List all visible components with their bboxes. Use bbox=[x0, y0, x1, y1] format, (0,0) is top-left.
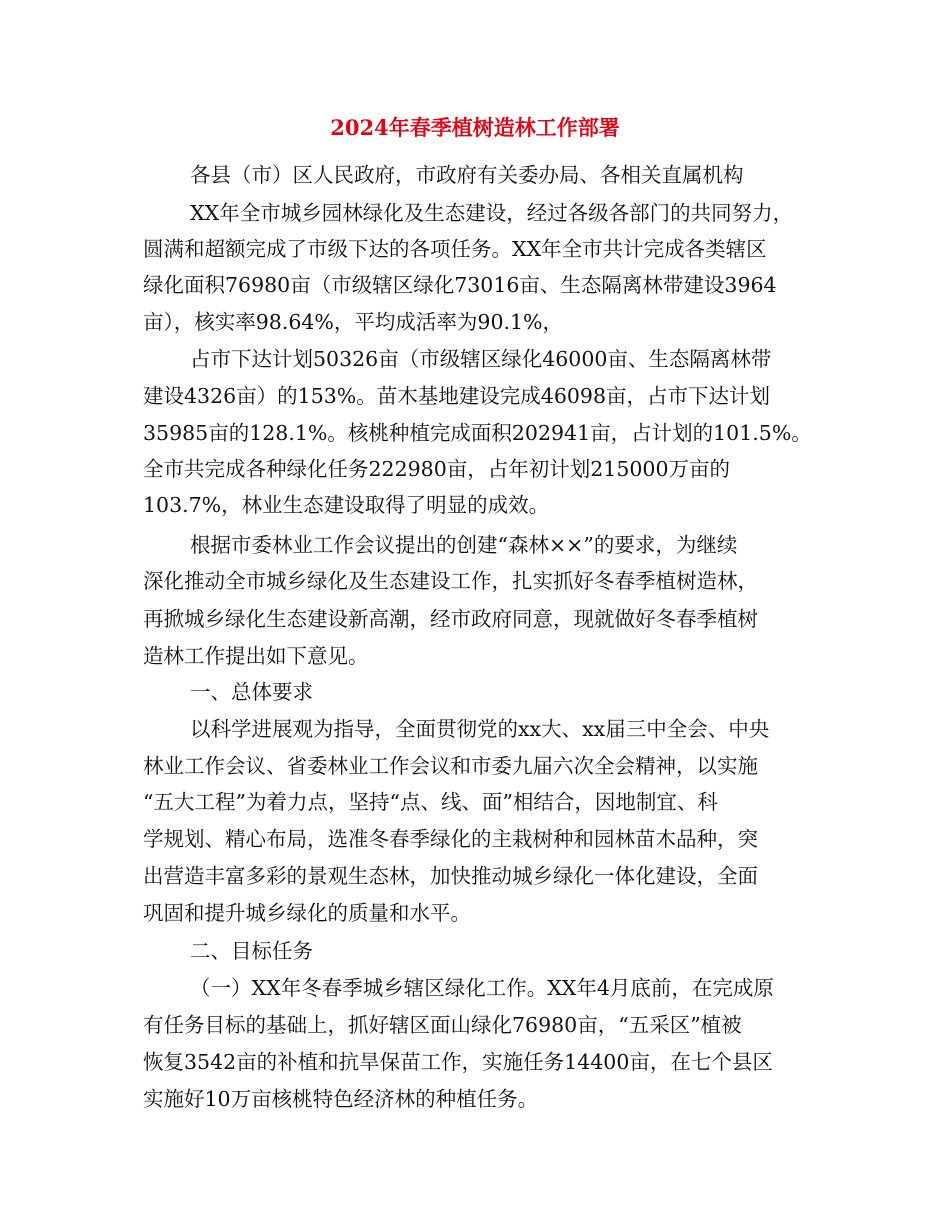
text-line: 出营造丰富多彩的景观生态林，加快推动城乡绿化一体化建设，全面 bbox=[143, 864, 758, 888]
text-line: 以科学进展观为指导，全面贯彻党的xx大、xx届三中全会、中央 bbox=[190, 717, 770, 741]
text-line: 学规划、精心布局，选准冬春季绿化的主栽树种和园林苗木品种，突 bbox=[143, 827, 758, 851]
text-line: 恢复3542亩的补植和抗旱保苗工作，实施任务14400亩，在七个县区 bbox=[143, 1050, 773, 1074]
text-line: 各县（市）区人民政府，市政府有关委办局、各相关直属机构 bbox=[190, 163, 744, 187]
text-line: 103.7%，林业生态建设取得了明显的成效。 bbox=[143, 493, 550, 517]
section-heading: 二、目标任务 bbox=[190, 939, 313, 963]
text-line: 再掀城乡绿化生态建设新高潮，经市政府同意，现就做好冬春季植树 bbox=[143, 607, 758, 631]
text-line: 巩固和提升城乡绿化的质量和水平。 bbox=[143, 901, 471, 925]
section-heading: 一、总体要求 bbox=[190, 680, 313, 704]
text-line: 林业工作会议、省委林业工作会议和市委九届六次全会精神，以实施 bbox=[143, 754, 758, 778]
text-line: XX年全市城乡园林绿化及生态建设，经过各级各部门的共同努力， bbox=[190, 201, 794, 225]
text-line: （一）XX年冬春季城乡辖区绿化工作。XX年4月底前，在完成原 bbox=[190, 976, 774, 1000]
text-line: 亩），核实率98.64%，平均成活率为90.1%， bbox=[143, 310, 564, 334]
text-line: “五大工程”为着力点，坚持“点、线、面”相结合，因地制宜、科 bbox=[143, 790, 718, 814]
text-line: 全市共完成各种绿化任务222980亩，占年初计划215000万亩的 bbox=[143, 457, 731, 481]
text-line: 根据市委林业工作会议提出的创建“森林××”的要求，为继续 bbox=[190, 533, 738, 557]
text-line: 造林工作提出如下意见。 bbox=[143, 644, 369, 668]
document-title: 2024年春季植树造林工作部署 bbox=[330, 115, 620, 140]
text-line: 绿化面积76980亩（市级辖区绿化73016亩、生态隔离林带建设3964 bbox=[143, 273, 777, 297]
text-line: 建设4326亩）的153%。苗木基地建设完成46098亩，占市下达计划 bbox=[143, 384, 770, 408]
text-line: 35985亩的128.1%。核桃种植完成面积202941亩，占计划的101.5%。 bbox=[143, 421, 812, 445]
text-line: 占市下达计划50326亩（市级辖区绿化46000亩、生态隔离林带 bbox=[190, 347, 772, 371]
text-line: 实施好10万亩核桃特色经济林的种植任务。 bbox=[143, 1087, 539, 1111]
text-line: 有任务目标的基础上，抓好辖区面山绿化76980亩，“五采区”植被 bbox=[143, 1013, 742, 1037]
text-line: 圆满和超额完成了市级下达的各项任务。XX年全市共计完成各类辖区 bbox=[143, 237, 767, 261]
text-line: 深化推动全市城乡绿化及生态建设工作，扎实抓好冬春季植树造林， bbox=[143, 569, 758, 593]
